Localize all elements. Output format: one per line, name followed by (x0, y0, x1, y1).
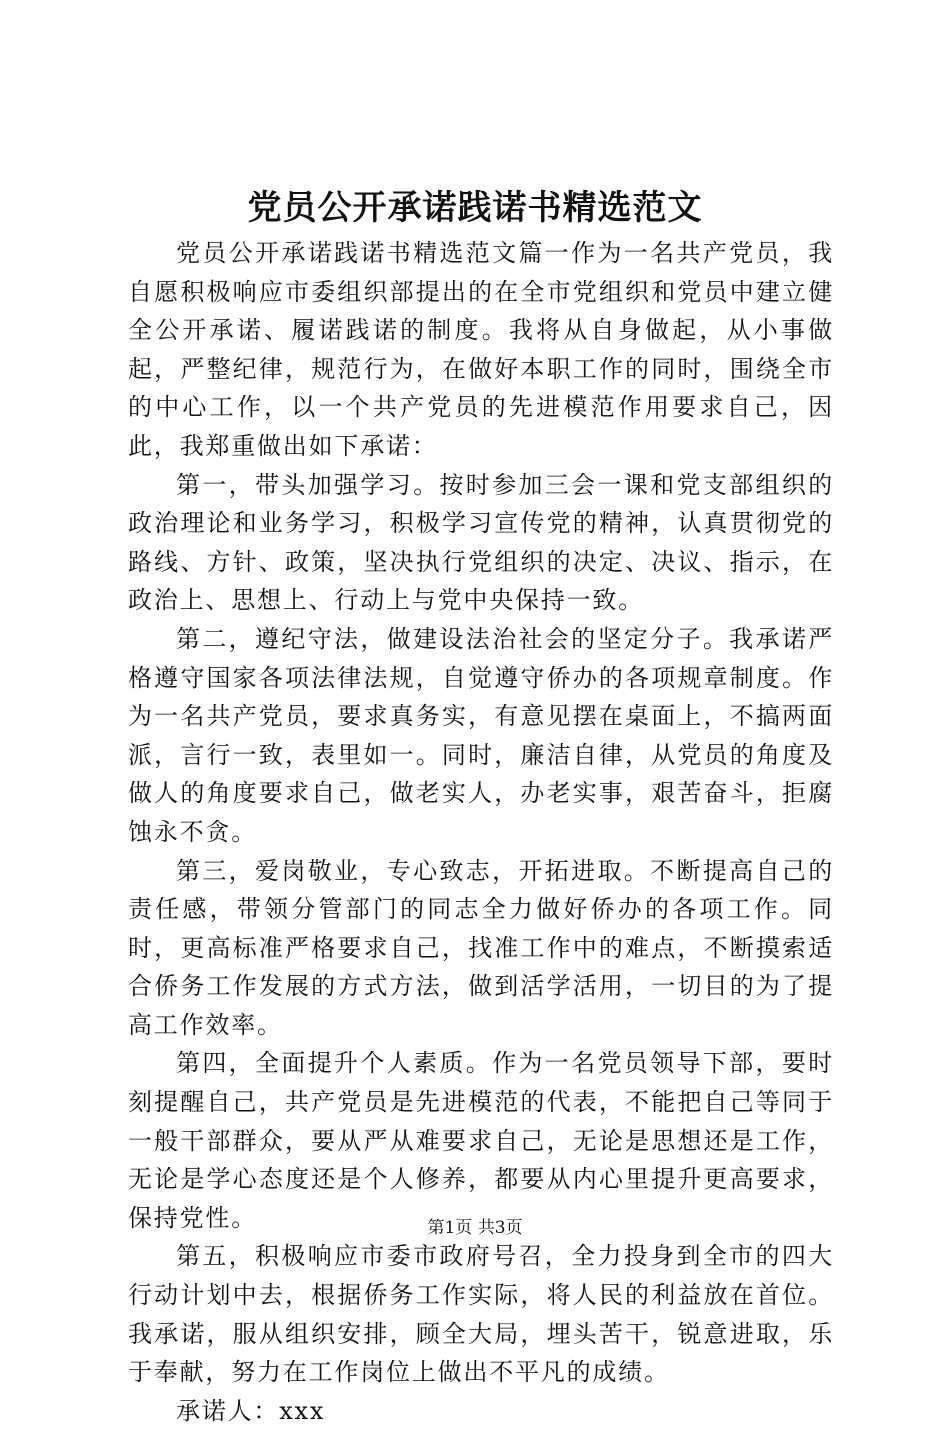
page-footer (0, 1216, 950, 1240)
paragraph-commitment-4: 第四，全面提升个人素质。作为一名党员领导下部，要时刻提醒自己，共产党员是先进模范的代表，不能把自己等同于一般干部群众，要从严从难要求自己，无论是思想还是工作，无论是学心态度还是个人修养，都要从内心里提升更高要求，保持党性。 (128, 1049, 834, 1232)
paragraph-intro: 党员公开承诺践诺书精选范文篇一作为一名共产党员，我自愿积极响应市委组织部提出的在全市党组织和党员中建立健全公开承诺、履诺践诺的制度。我将从自身做起，从小事做起，严整纪律，规范行为，在做好本职工作的同时，围绕全市的中心工作，以一个共产党员的先进模范作用要求自己，因此，我郑重做出如下承诺： (128, 239, 834, 460)
paragraph-commitment-3: 第三，爱岗敬业，专心致志，开拓进取。不断提高自己的责任感，带领分管部门的同志全力做好侨办的各项工作。同时，更高标准严格要求自己，找准工作中的难点，不断摸索适合侨务工作发展的方式方法，做到活学活用，一切目的为了提高工作效率。 (128, 856, 834, 1039)
document-title: 党员公开承诺践诺书精选范文 (247, 188, 703, 228)
page-indicator: 第1页 共3页 (427, 1218, 523, 1238)
document-body (128, 234, 834, 1430)
paragraph-commitment-1: 第一，带头加强学习。按时参加三会一课和党支部组织的政治理论和业务学习，积极学习宣传党的精神，认真贯彻党的路线、方针、政策，坚决执行党组织的决定、决议、指示，在政治上、思想上、行动上与党中央保持一致。 (128, 470, 834, 615)
paragraph-commitment-2: 第二，遵纪守法，做建设法治社会的坚定分子。我承诺严格遵守国家各项法律法规，自觉遵守侨办的各项规章制度。作为一名共产党员，要求真务实，有意见摆在桌面上，不搞两面派，言行一致，表里如一。同时，廉洁自律，从党员的角度及做人的角度要求自己，做老实人，办老实事，艰苦奋斗，拒腐蚀永不贪。 (128, 624, 834, 846)
paragraph-commitment-5: 第五，积极响应市委市政府号召，全力投身到全市的四大行动计划中去，根据侨务工作实际，将人民的利益放在首位。我承诺，服从组织安排，顾全大局，埋头苦干，锐意进取，乐于奉献，努力在工作岗位上做出不平凡的成绩。 (128, 1242, 834, 1387)
signature-line: 承诺人：xxx (176, 1396, 326, 1425)
